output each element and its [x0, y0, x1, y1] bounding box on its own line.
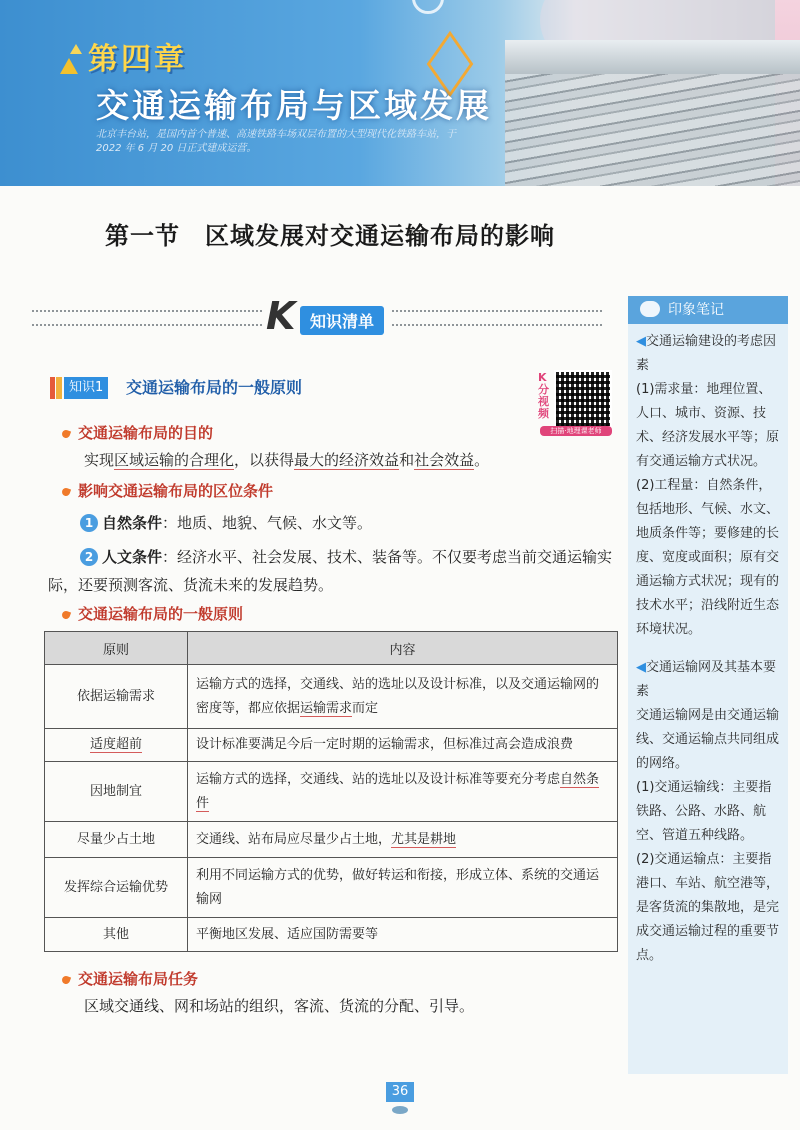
leaf-icon	[61, 610, 71, 620]
arrow-left-icon: ◀	[636, 334, 646, 349]
col-principle: 原则	[45, 632, 188, 665]
arrow-left-icon: ◀	[636, 660, 646, 675]
knowledge-point-text: 交通运输布局的一般原则	[126, 378, 303, 397]
triangle-icon	[60, 58, 78, 74]
k-letter: K	[266, 294, 296, 338]
triangle-icon	[70, 44, 82, 54]
chapter-banner	[0, 0, 800, 186]
note-text: (1)需求量：地理位置、人口、城市、资源、技术、经济发展水平等；原有交通运输方式状况。	[636, 382, 780, 469]
heading-conditions: 影响交通运输布局的区位条件	[62, 480, 273, 501]
heading-purpose: 交通运输布局的目的	[62, 422, 213, 443]
note-text: (2)交通运输点：主要指港口、车站、航空港等，是客货流的集散地，是完成交通运输过程的重要节点。	[636, 852, 780, 963]
ring-decoration	[412, 0, 444, 14]
notes-sidebar	[628, 296, 788, 1074]
note-text: (1)交通运输线：主要指铁路、公路、水路、航空、管道五种线路。	[636, 780, 772, 843]
qr-video-link[interactable]	[538, 370, 612, 434]
qr-caption: 扫描·地理课老师	[540, 426, 612, 436]
note-block	[628, 642, 788, 968]
purpose-text: 实现区域运输的合理化，以获得最大的经济效益和社会效益。	[84, 451, 490, 469]
section-title: 第一节 区域发展对交通运输布局的影响	[105, 221, 555, 250]
leaf-icon	[61, 975, 71, 985]
book-icon	[56, 377, 62, 399]
heading-tasks: 交通运输布局任务	[62, 968, 198, 989]
heading-principles: 交通运输布局的一般原则	[62, 603, 243, 624]
knowledge-label: 知识清单	[300, 306, 384, 335]
number-badge: 1	[80, 514, 98, 532]
tasks-text: 区域交通线、网和场站的组织，客流、货流的分配、引导。	[84, 997, 475, 1015]
table-row: 因地制宜 运输方式的选择，交通线、站的选址以及设计标准等要充分考虑自然条件	[45, 762, 618, 822]
book-icon	[50, 377, 55, 399]
cloud-icon	[640, 301, 660, 317]
knowledge-badge	[266, 294, 386, 338]
chapter-number: 第四章	[88, 42, 187, 77]
col-content: 内容	[188, 632, 618, 665]
table-row: 其他 平衡地区发展、适应国防需要等	[45, 918, 618, 952]
station-roof	[505, 40, 800, 74]
human-conditions: 2 人文条件：经济水平、社会发展、技术、装备等。不仅要考虑当前交通运输实际，还要预测客流、货流未来的发展趋势。	[48, 548, 613, 594]
table-header-row	[45, 632, 618, 665]
bird-icon	[392, 1106, 408, 1114]
note-text: 交通运输网是由交通运输线、交通运输点共同组成的网络。	[636, 708, 780, 771]
note-title: ◀交通运输建设的考虑因素	[636, 334, 777, 373]
note-block	[628, 324, 788, 642]
dotted-rule	[392, 310, 602, 326]
table-row: 尽量少占土地 交通线、站布局应尽量少占土地，尤其是耕地	[45, 822, 618, 858]
sidebar-header	[628, 296, 788, 324]
knowledge-list-header	[32, 294, 602, 340]
natural-conditions: 1 自然条件：地质、地貌、气候、水文等。	[80, 509, 616, 537]
leaf-icon	[61, 429, 71, 439]
page-number: 36	[386, 1082, 414, 1102]
knowledge-tag: 知识1	[64, 377, 108, 399]
table-row: 发挥综合运输优势 利用不同运输方式的优势，做好转运和衔接，形成立体、系统的交通运输网	[45, 858, 618, 918]
sidebar-title: 印象笔记	[668, 302, 724, 318]
qr-side-label: K分视频	[538, 371, 549, 420]
qr-code-icon[interactable]	[554, 370, 612, 428]
table-row: 依据运输需求 运输方式的选择，交通线、站的选址以及设计标准，以及交通运输网的密度等，都应依据运输需求而定	[45, 665, 618, 729]
photo-caption: 北京丰台站，是国内首个普速、高速铁路车场双层布置的大型现代化铁路车站，于 2022 年 6 月 20 日正式建成运营。	[96, 129, 456, 154]
table-row: 适度超前 设计标准要满足今后一定时期的运输需求，但标准过高会造成浪费	[45, 729, 618, 762]
principles-table	[44, 631, 618, 952]
dotted-rule	[32, 310, 262, 326]
note-text: (2)工程量：自然条件，包括地形、气候、水文、地质条件等；要修建的长度、宽度或面积；原有交通运输方式状况；现有的技术水平；沿线附近生态环境状况。	[636, 478, 780, 637]
chapter-title: 交通运输布局与区域发展	[96, 86, 492, 125]
leaf-icon	[61, 487, 71, 497]
note-title: ◀交通运输网及其基本要素	[636, 660, 777, 699]
number-badge: 2	[80, 548, 98, 566]
